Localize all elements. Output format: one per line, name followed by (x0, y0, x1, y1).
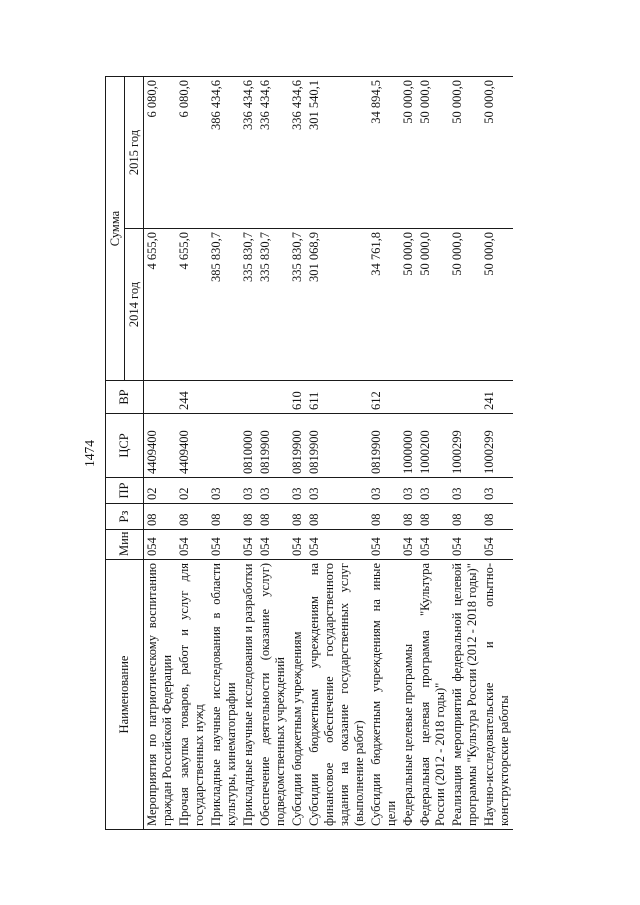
header-row-1 (106, 77, 125, 830)
row-pr: 03 (368, 478, 400, 504)
row-rz: 08 (481, 504, 513, 530)
row-vr (144, 381, 177, 414)
row-vr: 610 (289, 381, 306, 414)
row-name: Научно-исследовательские и опытно-конструкторские работы (481, 560, 513, 830)
row-rz: 08 (208, 504, 240, 530)
row-csr (208, 414, 240, 478)
row-csr: 0819900 (289, 414, 306, 478)
row-csr: 4409400 (144, 414, 177, 478)
row-pr: 03 (208, 478, 240, 504)
table-body (144, 77, 514, 830)
row-name: Субсидии бюджетным учреждениям на иные цели (368, 560, 400, 830)
header-sum: Сумма (106, 77, 125, 381)
row-amount-2015: 6 080,0 (144, 77, 177, 229)
row-vr: 612 (368, 381, 400, 414)
row-csr: 1000299 (481, 414, 513, 478)
row-rz: 08 (144, 504, 177, 530)
row-amount-2015: 50 000,0 (449, 77, 481, 229)
row-min: 054 (481, 530, 513, 560)
row-name: Федеральные целевые программы (400, 560, 417, 830)
row-amount-2015: 50 000,0 (481, 77, 513, 229)
row-pr: 03 (257, 478, 289, 504)
row-min: 054 (257, 530, 289, 560)
row-vr: 611 (306, 381, 368, 414)
row-rz: 08 (176, 504, 208, 530)
row-csr: 0819900 (306, 414, 368, 478)
table-row (368, 77, 400, 830)
header-csr: ЦСР (106, 414, 144, 478)
row-vr (400, 381, 417, 414)
table-row (176, 77, 208, 830)
row-amount-2014: 4 655,0 (144, 229, 177, 381)
row-pr: 03 (289, 478, 306, 504)
row-min: 054 (449, 530, 481, 560)
header-rz: Рз (106, 504, 144, 530)
row-rz: 08 (289, 504, 306, 530)
table-row (417, 77, 449, 830)
table-row (449, 77, 481, 830)
row-pr: 03 (306, 478, 368, 504)
row-amount-2014: 335 830,7 (257, 229, 289, 381)
row-vr (417, 381, 449, 414)
row-name: Прикладные научные исследования в области культуры, кинематографии (208, 560, 240, 830)
row-rz: 08 (449, 504, 481, 530)
table-row (240, 77, 257, 830)
row-name: Субсидии бюджетным учреждениям на финансовое обеспечение государственного задания на оказание государственных услуг (выполнение работ) (306, 560, 368, 830)
row-amount-2014: 335 830,7 (289, 229, 306, 381)
row-pr: 03 (481, 478, 513, 504)
row-csr: 0819900 (368, 414, 400, 478)
header-name: Наименование (106, 560, 144, 830)
header-2015: 2015 год (125, 77, 144, 229)
table-row (400, 77, 417, 830)
row-rz: 08 (240, 504, 257, 530)
table-row (289, 77, 306, 830)
row-pr: 02 (144, 478, 177, 504)
row-name: Прочая закупка товаров, работ и услуг для государственных нужд (176, 560, 208, 830)
row-min: 054 (368, 530, 400, 560)
row-amount-2014: 301 068,9 (306, 229, 368, 381)
row-vr: 241 (481, 381, 513, 414)
row-name: Реализация мероприятий федеральной целевой программы "Культура России (2012 - 2018 годы)" (449, 560, 481, 830)
row-min: 054 (400, 530, 417, 560)
table-row (144, 77, 177, 830)
row-csr: 0819900 (257, 414, 289, 478)
row-name: Субсидии бюджетным учреждениям (289, 560, 306, 830)
row-amount-2014: 385 830,7 (208, 229, 240, 381)
row-csr: 1000200 (417, 414, 449, 478)
row-pr: 03 (417, 478, 449, 504)
row-csr: 4409400 (176, 414, 208, 478)
table-row (481, 77, 513, 830)
row-min: 054 (240, 530, 257, 560)
budget-table (105, 76, 513, 830)
row-vr: 244 (176, 381, 208, 414)
row-name: Обеспечение деятельности (оказание услуг) подведомственных учреждений (257, 560, 289, 830)
row-csr: 0810000 (240, 414, 257, 478)
row-rz: 08 (306, 504, 368, 530)
header-min: Мин (106, 530, 144, 560)
row-rz: 08 (417, 504, 449, 530)
row-amount-2014: 4 655,0 (176, 229, 208, 381)
table-row (257, 77, 289, 830)
row-amount-2015: 336 434,6 (289, 77, 306, 229)
row-amount-2014: 50 000,0 (449, 229, 481, 381)
row-vr (240, 381, 257, 414)
row-vr (257, 381, 289, 414)
row-min: 054 (417, 530, 449, 560)
row-name: Мероприятия по патриотическому воспитанию граждан Российской Федерации (144, 560, 177, 830)
row-amount-2015: 336 434,6 (257, 77, 289, 229)
row-min: 054 (306, 530, 368, 560)
table-row (306, 77, 368, 830)
row-min: 054 (176, 530, 208, 560)
header-pr: ПР (106, 478, 144, 504)
row-amount-2015: 6 080,0 (176, 77, 208, 229)
row-min: 054 (144, 530, 177, 560)
header-2014: 2014 год (125, 229, 144, 381)
row-amount-2014: 335 830,7 (240, 229, 257, 381)
rotated-page (83, 77, 573, 830)
row-amount-2015: 50 000,0 (417, 77, 449, 229)
row-pr: 02 (176, 478, 208, 504)
row-amount-2015: 301 540,1 (306, 77, 368, 229)
row-rz: 08 (257, 504, 289, 530)
row-name: Федеральная целевая программа "Культура России (2012 - 2018 годы)" (417, 560, 449, 830)
row-min: 054 (208, 530, 240, 560)
row-pr: 03 (240, 478, 257, 504)
row-name: Прикладные научные исследования и разработки (240, 560, 257, 830)
row-vr (208, 381, 240, 414)
row-csr: 1000299 (449, 414, 481, 478)
header-vr: ВР (106, 381, 144, 414)
row-amount-2014: 34 761,8 (368, 229, 400, 381)
row-rz: 08 (400, 504, 417, 530)
page-number: 1474 (82, 440, 97, 467)
row-pr: 03 (400, 478, 417, 504)
row-min: 054 (289, 530, 306, 560)
row-csr: 1000000 (400, 414, 417, 478)
row-amount-2014: 50 000,0 (417, 229, 449, 381)
row-amount-2014: 50 000,0 (400, 229, 417, 381)
row-amount-2015: 336 434,6 (240, 77, 257, 229)
row-rz: 08 (368, 504, 400, 530)
row-amount-2015: 386 434,6 (208, 77, 240, 229)
row-amount-2015: 34 894,5 (368, 77, 400, 229)
row-pr: 03 (449, 478, 481, 504)
row-amount-2014: 50 000,0 (481, 229, 513, 381)
table-row (208, 77, 240, 830)
row-amount-2015: 50 000,0 (400, 77, 417, 229)
row-vr (449, 381, 481, 414)
